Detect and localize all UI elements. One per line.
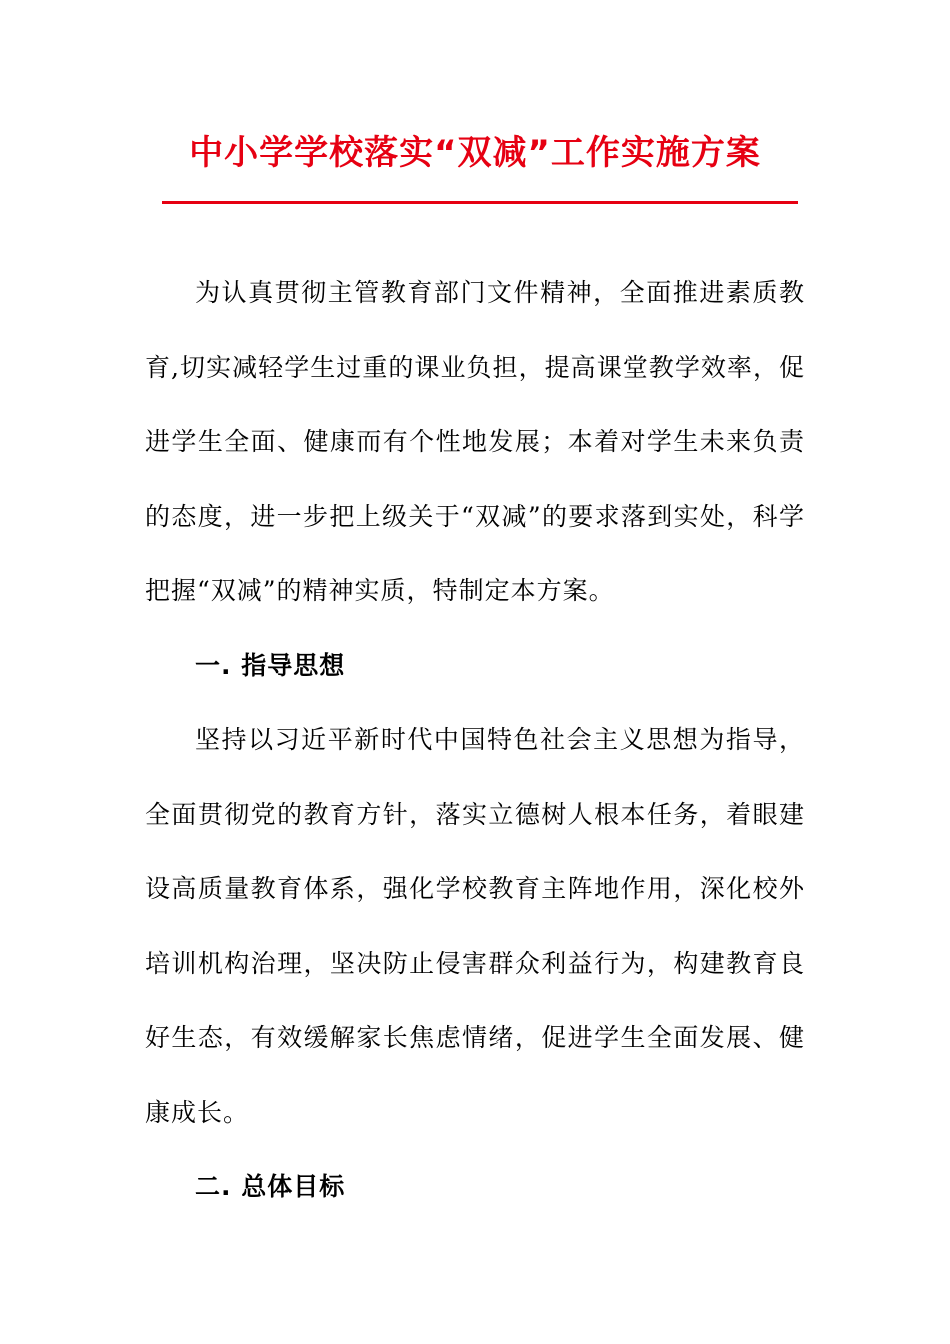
document-title: 中小学学校落实“双减”工作实施方案 (189, 133, 761, 173)
section-heading-guiding-ideology: 一. 指导思想 (195, 650, 346, 680)
guiding-ideology-paragraph: 坚持以习近平新时代中国特色社会主义思想为指导，全面贯彻党的教育方针，落实立德树人根本任务，着眼建设高质量教育体系，强化学校教育主阵地作用，深化校外培训机构治理，坚决防止侵害群众利益行为，构建教育良好生态，有效缓解家长焦虑情绪，促进学生全面发展、健康成长。 (145, 725, 805, 1127)
document-body (145, 256, 805, 1225)
intro-paragraph: 为认真贯彻主管教育部门文件精神，全面推进素质教育,切实减轻学生过重的课业负担，提高课堂教学效率，促进学生全面、健康而有个性地发展；本着对学生未来负责的态度，进一步把上级关于“双减”的要求落到实处，科学把握“双减”的精神实质，特制定本方案。 (145, 278, 805, 605)
title-underline-rule (162, 201, 798, 204)
section-heading-overall-goal: 二. 总体目标 (195, 1172, 346, 1201)
